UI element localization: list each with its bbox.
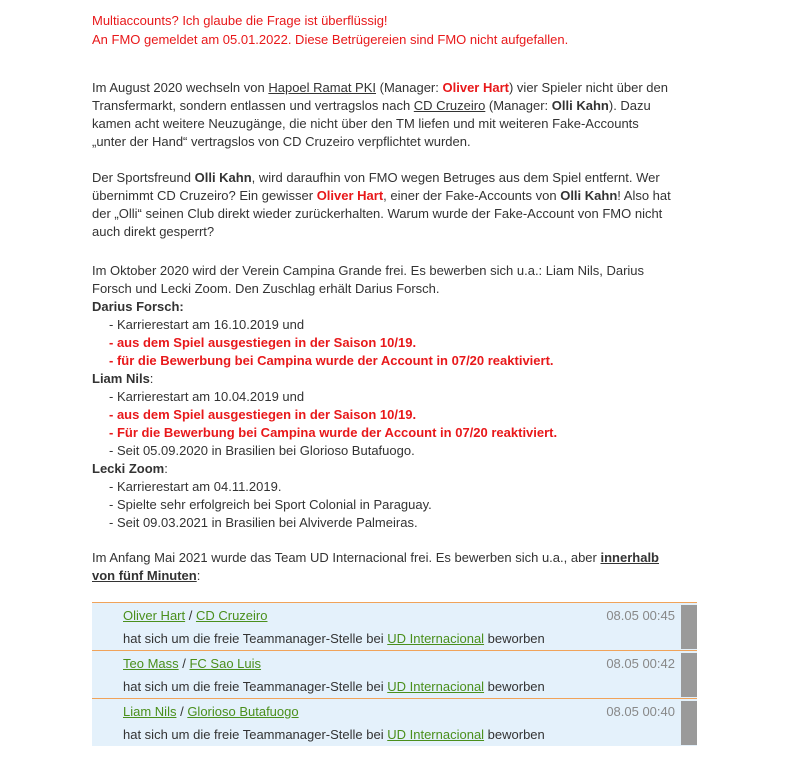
lecki-item-2: - Spielte sehr erfolgreich bei Sport Colonial in Paraguay. (109, 497, 432, 512)
name-olli-kahn: Olli Kahn (194, 170, 252, 185)
text: , wird daraufhin von FMO wegen Betruges aus dem Spiel entfernt. Wer (251, 170, 660, 185)
name-olli-kahn: Olli Kahn (560, 188, 618, 203)
paragraph-1-line-1 (92, 79, 668, 97)
text: übernimmt CD Cruzeiro? Ein gewisser (92, 188, 317, 203)
emphasis-five-minutes: von fünf Minuten (92, 568, 197, 583)
club-link[interactable]: Glorioso Butafuogo (187, 704, 299, 719)
text: : (164, 461, 168, 476)
paragraph-2-line-1 (92, 169, 660, 187)
manager-olli-kahn: Olli Kahn (551, 98, 609, 113)
paragraph-1-line-3: kamen acht weitere Neuzugänge, die nicht über den TM liefen und mit weiteren Fake-Accounts (92, 116, 639, 131)
timestamp: 08.05 00:45 (606, 608, 675, 623)
manager-link[interactable]: Oliver Hart (123, 608, 186, 623)
club-cd-cruzeiro: CD Cruzeiro (413, 98, 486, 113)
separator: / (178, 656, 190, 671)
paragraph-2-line-3: der „Olli“ seinen Club direkt wieder zurückerhalten. Warum wurde der Fake-Account von FMO nicht (92, 206, 663, 221)
text: (Manager: (485, 98, 552, 113)
text: : (149, 371, 154, 386)
text: : (196, 568, 201, 583)
paragraph-3-line-1: Im Oktober 2020 wird der Verein Campina Grande frei. Es bewerben sich u.a.: Liam Nils, Darius (92, 263, 645, 278)
club-hapoel: Hapoel Ramat PKI (268, 80, 377, 95)
darius-item-3: - für die Bewerbung bei Campina wurde der Account in 07/20 reaktiviert. (109, 353, 554, 368)
liam-heading (92, 370, 153, 388)
lecki-item-1: - Karrierestart am 04.11.2019. (109, 479, 282, 494)
text: beworben (484, 679, 545, 694)
manager-oliver-hart: Oliver Hart (442, 80, 509, 95)
feed-entry (92, 602, 697, 650)
team-link[interactable]: UD Internacional (387, 631, 485, 646)
text: ! Also hat (617, 188, 671, 203)
separator: / (185, 608, 196, 623)
lecki-item-3: - Seit 09.03.2021 in Brasilien bei Alviverde Palmeiras. (109, 515, 418, 530)
header-line-2: An FMO gemeldet am 05.01.2022. Diese Betrügereien sind FMO nicht aufgefallen. (92, 32, 569, 47)
feed-entry-header (123, 655, 261, 673)
feed-entry-message (123, 630, 545, 648)
liam-item-1: - Karrierestart am 10.04.2019 und (109, 389, 305, 404)
paragraph-1-line-2 (92, 97, 651, 115)
timestamp: 08.05 00:40 (606, 704, 675, 719)
darius-item-1: - Karrierestart am 16.10.2019 und (109, 317, 305, 332)
club-link[interactable]: FC Sao Luis (189, 656, 262, 671)
text: ). Dazu (608, 98, 651, 113)
paragraph-4-line-2 (92, 567, 200, 585)
emphasis-within: innerhalb (600, 550, 659, 565)
paragraph-2-line-2 (92, 187, 671, 205)
feed-entry-message (123, 726, 545, 744)
text: Transfermarkt, sondern entlassen und vertragslos nach (92, 98, 414, 113)
team-link[interactable]: UD Internacional (387, 727, 485, 742)
paragraph-2-line-4: auch direkt gesperrt? (92, 224, 215, 239)
manager-link[interactable]: Liam Nils (123, 704, 177, 719)
separator: / (176, 704, 188, 719)
text: hat sich um die freie Teammanager-Stelle bei (123, 631, 388, 646)
name-liam-nils: Liam Nils (92, 371, 150, 386)
club-link[interactable]: CD Cruzeiro (195, 608, 268, 623)
team-link[interactable]: UD Internacional (387, 679, 485, 694)
name-oliver-hart: Oliver Hart (316, 188, 384, 203)
feed-entry-header (123, 703, 299, 721)
manager-link[interactable]: Teo Mass (123, 656, 179, 671)
feed-entry (92, 698, 697, 746)
text: , einer der Fake-Accounts von (383, 188, 561, 203)
paragraph-1-line-4: „unter der Hand“ vertragslos von CD Cruzeiro verpflichtet wurden. (92, 134, 471, 149)
text: Im Anfang Mai 2021 wurde das Team UD Internacional frei. Es bewerben sich u.a., aber (92, 550, 601, 565)
header-line-1: Multiaccounts? Ich glaube die Frage ist überflüssig! (92, 13, 388, 28)
lecki-heading (92, 460, 168, 478)
scroll-bar[interactable] (681, 605, 697, 649)
timestamp: 08.05 00:42 (606, 656, 675, 671)
text: hat sich um die freie Teammanager-Stelle bei (123, 727, 388, 742)
text: beworben (484, 631, 545, 646)
text: hat sich um die freie Teammanager-Stelle bei (123, 679, 388, 694)
liam-item-4: - Seit 05.09.2020 in Brasilien bei Glorioso Butafuogo. (109, 443, 415, 458)
feed-entry-message (123, 678, 545, 696)
liam-item-3: - Für die Bewerbung bei Campina wurde der Account in 07/20 reaktiviert. (109, 425, 558, 440)
name-lecki-zoom: Lecki Zoom (92, 461, 165, 476)
text: Der Sportsfreund (92, 170, 195, 185)
feed-entry (92, 650, 697, 698)
darius-item-2: - aus dem Spiel ausgestiegen in der Saison 10/19. (109, 335, 417, 350)
paragraph-3-line-2: Forsch und Lecki Zoom. Den Zuschlag erhält Darius Forsch. (92, 281, 440, 296)
scroll-bar[interactable] (681, 653, 697, 697)
liam-item-2: - aus dem Spiel ausgestiegen in der Saison 10/19. (109, 407, 417, 422)
text: beworben (484, 727, 545, 742)
scroll-bar[interactable] (681, 701, 697, 745)
paragraph-4-line-1 (92, 549, 659, 567)
application-feed (92, 602, 697, 746)
darius-heading: Darius Forsch: (92, 299, 184, 314)
text: (Manager: (376, 80, 443, 95)
text: Im August 2020 wechseln von (92, 80, 269, 95)
text: ) vier Spieler nicht über den (508, 80, 668, 95)
feed-entry-header (123, 607, 267, 625)
